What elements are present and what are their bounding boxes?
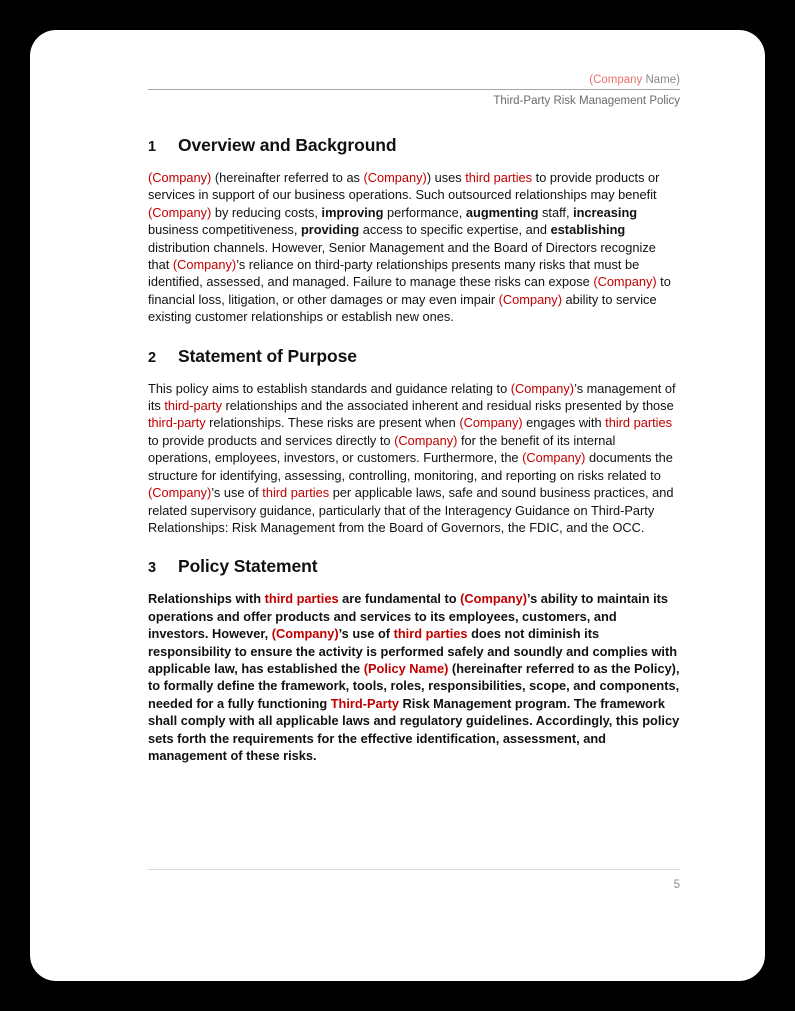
text-run: Third-Party: [330, 695, 399, 711]
section-spacer: [148, 326, 680, 346]
text-run: third parties: [465, 170, 533, 185]
text-run: (Company): [593, 274, 657, 290]
section-title: Policy Statement: [178, 556, 318, 577]
text-run: relationships. These risks are present when: [205, 415, 460, 431]
section-number: 2: [148, 349, 156, 366]
text-run: (Company): [148, 204, 212, 220]
text-run: establishing: [550, 222, 626, 238]
text-run: (Company): [172, 257, 237, 273]
section-number: 1: [148, 139, 156, 155]
section-paragraph: [148, 380, 680, 537]
header-divider: [148, 89, 680, 90]
section-heading: [148, 346, 680, 367]
text-run: augmenting: [465, 204, 539, 220]
text-run: (Company): [498, 291, 562, 307]
text-run: ’s management of its: [148, 380, 676, 414]
text-run: for the benefit of its internal operations, employees, investors, or customers. Furthermore, the: [148, 432, 616, 466]
heading-spacer: [148, 156, 680, 169]
text-run: third-party: [148, 415, 206, 431]
text-run: ’s use of: [211, 485, 263, 501]
text-run: ) uses: [426, 170, 466, 185]
text-run: providing: [300, 222, 360, 238]
text-run: does not diminish its responsibility to ensure the activity is performed safely and soundly and complies with applicable law, has established the: [148, 626, 678, 676]
text-run: per applicable laws, safe and sound business practices, and related supervisory guidance, particularly that of the Interagency Guidance on Third-Party Relationships: Risk Management from the Board of Governors, the FDIC, and the OCC.: [148, 485, 674, 535]
section: [148, 135, 680, 326]
section-number: 3: [148, 560, 156, 577]
section-paragraph: [148, 590, 680, 764]
document-page: [30, 30, 765, 981]
sections-container: [148, 135, 680, 764]
text-run: (Company): [522, 450, 586, 466]
footer-divider: [148, 869, 680, 870]
page-content-area: [148, 72, 680, 942]
text-run: engages with: [522, 415, 606, 431]
section-paragraph: [148, 169, 680, 326]
text-run: Risk Management program. The framework shall comply with all applicable laws and regulatory guidelines. Accordingly, this policy sets forth the requirements for the effective identification, assessment, and management of these risks.: [148, 695, 680, 763]
page-header: [148, 72, 680, 109]
text-run: staff,: [538, 204, 574, 220]
text-run: (Company): [460, 591, 527, 607]
text-run: ’s ability to maintain its operations and offer products and services to its employees, customers, and investors. However,: [148, 591, 669, 642]
text-run: ’s use of: [338, 626, 394, 642]
text-run: are fundamental to: [338, 591, 461, 607]
text-run: (hereinafter referred to as: [211, 170, 364, 185]
page-footer: [148, 869, 680, 891]
text-run: to provide products and services directly to: [148, 432, 395, 448]
section: [148, 556, 680, 764]
text-run: third parties: [605, 415, 672, 431]
text-run: to financial loss, litigation, or other damages or may even impair: [148, 274, 671, 307]
text-run: third-party: [164, 398, 222, 414]
section: [148, 346, 680, 537]
text-run: business competitiveness,: [148, 222, 301, 238]
text-run: (hereinafter referred to as the Policy), to formally define the framework, tools, roles, responsibilities, scope, and components, needed for a fully functioning: [148, 660, 680, 711]
text-run: (Company): [363, 170, 427, 185]
text-run: This policy aims to establish standards and guidance relating to: [148, 380, 511, 396]
text-run: (Policy Name): [363, 660, 449, 676]
text-run: (Company): [510, 380, 575, 396]
section-title: Overview and Background: [178, 135, 397, 155]
section-spacer: [148, 536, 680, 556]
heading-spacer: [148, 577, 680, 590]
text-run: by reducing costs,: [211, 204, 322, 220]
section-heading: [148, 135, 680, 156]
text-run: to provide products or services in support of our business operations. Such outsourced relationships may benefit: [148, 170, 660, 203]
header-spacer: [148, 109, 680, 135]
section-heading: [148, 556, 680, 577]
text-run: access to specific expertise, and: [359, 222, 551, 238]
text-run: (Company): [271, 626, 339, 642]
text-run: ’s reliance on third-party relationships presents many risks that must be identified, assessed, and managed. Failure to manage these risks can expose: [148, 257, 640, 290]
text-run: third parties: [262, 485, 330, 501]
header-company-line: [148, 72, 680, 89]
heading-spacer: [148, 367, 680, 380]
header-name-token: Name): [642, 74, 680, 86]
header-policy-title: Third-Party Risk Management Policy: [493, 95, 680, 107]
text-run: performance,: [383, 204, 466, 220]
header-company-token: (Company: [589, 74, 643, 86]
text-run: ability to service existing customer relationships or establish new ones.: [148, 291, 657, 325]
text-run: third parties: [393, 626, 468, 642]
text-run: documents the structure for identifying, assessing, controlling, monitoring, and reporting on risks related to: [148, 450, 673, 483]
text-run: (Company): [148, 485, 212, 501]
text-run: relationships and the associated inherent and residual risks presented by those: [221, 398, 674, 414]
text-run: improving: [321, 204, 384, 220]
text-run: distribution channels. However, Senior Management and the Board of Directors recognize that: [148, 239, 656, 273]
text-run: increasing: [573, 204, 638, 220]
text-run: Relationships with: [148, 591, 265, 607]
text-run: third parties: [264, 591, 339, 607]
page-number: 5: [673, 879, 680, 891]
section-title: Statement of Purpose: [178, 345, 357, 366]
text-run: (Company): [148, 170, 212, 185]
text-run: (Company): [459, 415, 523, 431]
text-run: (Company): [394, 432, 458, 448]
